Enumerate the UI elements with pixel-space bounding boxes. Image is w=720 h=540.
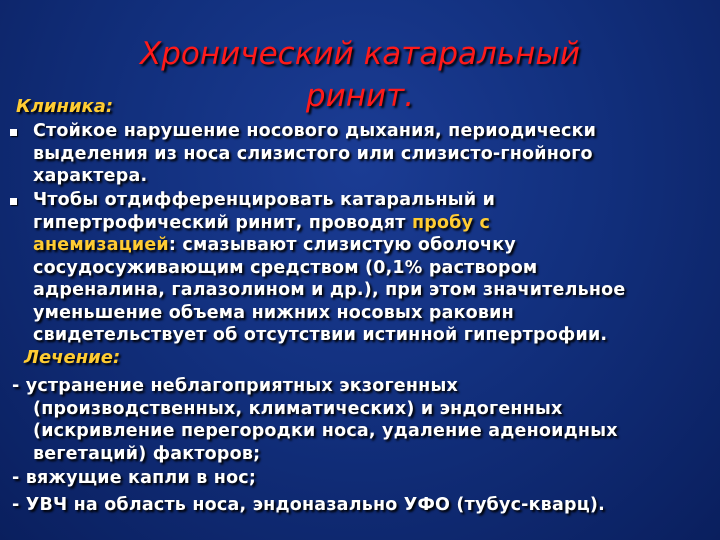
text-line: сосудосуживающим средством (0,1% раствором [33, 257, 538, 278]
highlight-anemization-text: анемизацией [33, 235, 169, 255]
text-line: - устранение неблагоприятных экзогенных [12, 376, 458, 396]
text-line: характера. [33, 166, 148, 186]
text-line: вегетаций) факторов; [33, 443, 261, 464]
text-line: (производственных, климатических) и эндогенных [33, 398, 563, 419]
clinic-bullet-1 [33, 120, 703, 188]
slide-title-line1: Хронический катаральный [139, 36, 581, 72]
slide-title-line2: ринит. [305, 78, 415, 114]
clinic-heading: Клиника: [16, 96, 114, 117]
treatment-item-3 [12, 494, 702, 517]
text-line: Стойкое нарушение носового дыхания, периодически [33, 121, 597, 141]
text-segment: гипертрофический ринит, проводят [33, 212, 412, 233]
text-line [33, 234, 708, 257]
highlight-probe-text: пробу с [411, 212, 491, 233]
text-line [33, 212, 708, 235]
treatment-heading: Лечение: [24, 347, 121, 368]
text-line: адреналина, галазолином и др.), при этом значительное [33, 280, 626, 300]
clinic-bullet-2 [33, 189, 708, 347]
treatment-item-1 [12, 375, 702, 465]
text-line: выделения из носа слизистого или слизисто-гнойного [33, 143, 593, 164]
square-bullet-icon [10, 198, 17, 205]
text-line: свидетельствует об отсутствии истинной гипертрофии. [33, 325, 608, 345]
text-segment: : смазывают слизистую оболочку [168, 235, 516, 255]
text-line: - УВЧ на область носа, эндоназально УФО (тубус-кварц). [12, 495, 605, 515]
text-line: Чтобы отдифференцировать катаральный и [33, 190, 496, 210]
treatment-item-2 [12, 467, 702, 490]
square-bullet-icon [10, 129, 17, 136]
text-line: уменьшение объема нижних носовых раковин [33, 302, 514, 323]
text-line: - вяжущие капли в нос; [12, 468, 257, 488]
text-line: (искривление перегородки носа, удаление аденоидных [33, 421, 618, 441]
